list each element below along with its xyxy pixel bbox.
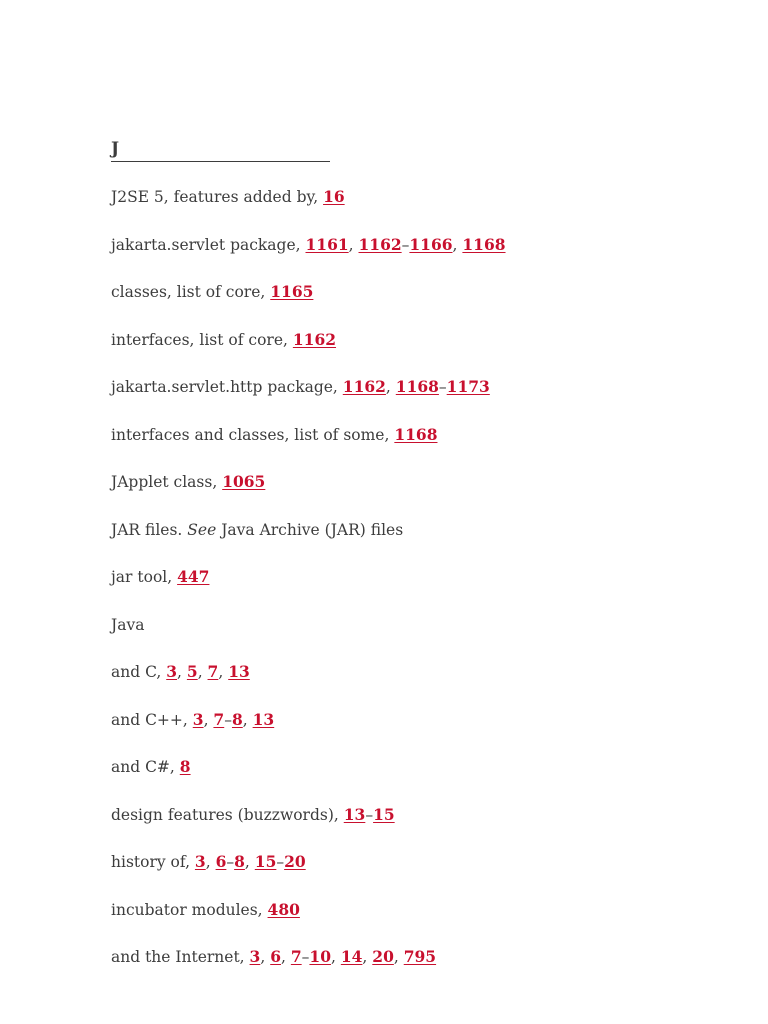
page-reference-link[interactable]: 16 [323,187,345,206]
page-reference-link[interactable]: 8 [231,709,243,729]
entry-text: jar tool, [111,568,178,586]
entry-text: – [226,853,235,871]
index-entry [111,851,731,873]
entry-text: – [438,378,447,396]
index-entry [111,804,731,826]
entry-text: and C#, [111,758,180,776]
entry-text: – [401,235,410,254]
page-reference-link[interactable]: 15 [254,852,277,871]
page-reference-link[interactable]: 1161 [305,234,349,254]
entry-text: , [330,948,341,966]
page-reference-link[interactable]: 15 [373,804,395,824]
page-reference-link[interactable]: 8 [179,757,191,776]
page-reference-link[interactable]: 13 [343,804,366,824]
index-entry [111,709,731,731]
entry-text: – [365,805,374,824]
entry-text: , [260,948,271,966]
entry-text: , [348,235,359,254]
page-reference-link[interactable]: 7 [207,662,219,681]
entry-text: , [244,853,255,871]
index-entry [111,281,731,303]
page-reference-link[interactable]: 6 [270,947,281,966]
entry-text: , [197,663,208,681]
entry-text: Java [111,615,145,634]
index-entry [111,899,731,921]
entry-text: , [393,948,404,966]
page-reference-link[interactable]: 1168 [395,377,439,396]
page-reference-link[interactable]: 13 [228,662,250,681]
page-reference-link[interactable]: 20 [284,852,306,871]
entry-text: and C++, [111,710,193,729]
entry-text: , [242,710,253,729]
entry-text: , [218,663,229,681]
index-entry [111,661,731,683]
entry-text: Java Archive (JAR) files [216,520,404,539]
page-reference-link[interactable]: 6 [215,852,227,871]
entry-text: incubator modules, [111,900,268,919]
entry-text: and the Internet, [111,948,250,966]
page-reference-link[interactable]: 795 [403,947,437,966]
page-reference-link[interactable]: 13 [252,709,275,729]
entry-text: , [205,853,216,871]
entry-text: jakarta.servlet.http package, [111,378,343,396]
entry-text: – [276,853,285,871]
entry-text: , [203,710,214,729]
page-reference-link[interactable]: 7 [213,709,225,729]
see-reference-text: See [187,520,217,539]
index-entry [111,234,731,256]
index-entry [111,424,731,446]
page-reference-link[interactable]: 480 [267,899,300,919]
index-entry [111,329,731,351]
index-entry [111,566,731,588]
index-entry [111,756,731,778]
page-reference-link[interactable]: 1173 [446,377,490,396]
index-entry [111,376,731,398]
entry-text: and C, [111,663,167,681]
page-reference-link[interactable]: 1065 [222,472,266,491]
page-reference-link[interactable]: 20 [372,947,394,966]
page-reference-link[interactable]: 8 [234,852,245,871]
entry-text: , [177,663,187,681]
index-letter-heading: J [111,138,330,162]
index-entry-list [111,186,731,968]
page-reference-link[interactable]: 447 [177,567,210,586]
page-reference-link[interactable]: 1168 [462,234,506,254]
entry-text: JApplet class, [111,473,223,491]
entry-text: , [362,948,373,966]
entry-text: jakarta.servlet package, [111,235,306,254]
entry-text: design features (buzzwords), [111,805,344,824]
entry-text: , [281,948,291,966]
page-reference-link[interactable]: 3 [166,662,178,681]
page-reference-link[interactable]: 1162 [358,234,402,254]
page-reference-link[interactable]: 3 [249,947,261,966]
page-reference-link[interactable]: 5 [186,662,198,681]
entry-text: history of, [111,853,195,871]
page-reference-link[interactable]: 1162 [342,377,386,396]
entry-text: interfaces and classes, list of some, [111,425,395,444]
page-reference-link[interactable]: 14 [340,947,363,966]
entry-text: – [224,710,232,729]
page-reference-link[interactable]: 3 [194,852,206,871]
entry-text: classes, list of core, [111,283,271,301]
index-entry [111,614,731,636]
index-page [111,138,731,994]
page-reference-link[interactable]: 1166 [409,234,453,254]
page-reference-link[interactable]: 1165 [270,282,314,301]
entry-text: interfaces, list of core, [111,330,293,349]
page-reference-link[interactable]: 10 [309,947,331,966]
entry-text: , [385,378,396,396]
entry-text: – [301,948,310,966]
entry-text: JAR files. [111,520,188,539]
page-reference-link[interactable]: 7 [290,947,302,966]
index-entry [111,471,731,493]
page-reference-link[interactable]: 3 [192,709,204,729]
entry-text: , [452,235,463,254]
page-reference-link[interactable]: 1168 [394,424,438,444]
index-entry [111,946,731,968]
index-entry [111,519,731,541]
index-entry [111,186,731,208]
page-reference-link[interactable]: 1162 [292,329,337,349]
entry-text: J2SE 5, features added by, [111,188,324,206]
